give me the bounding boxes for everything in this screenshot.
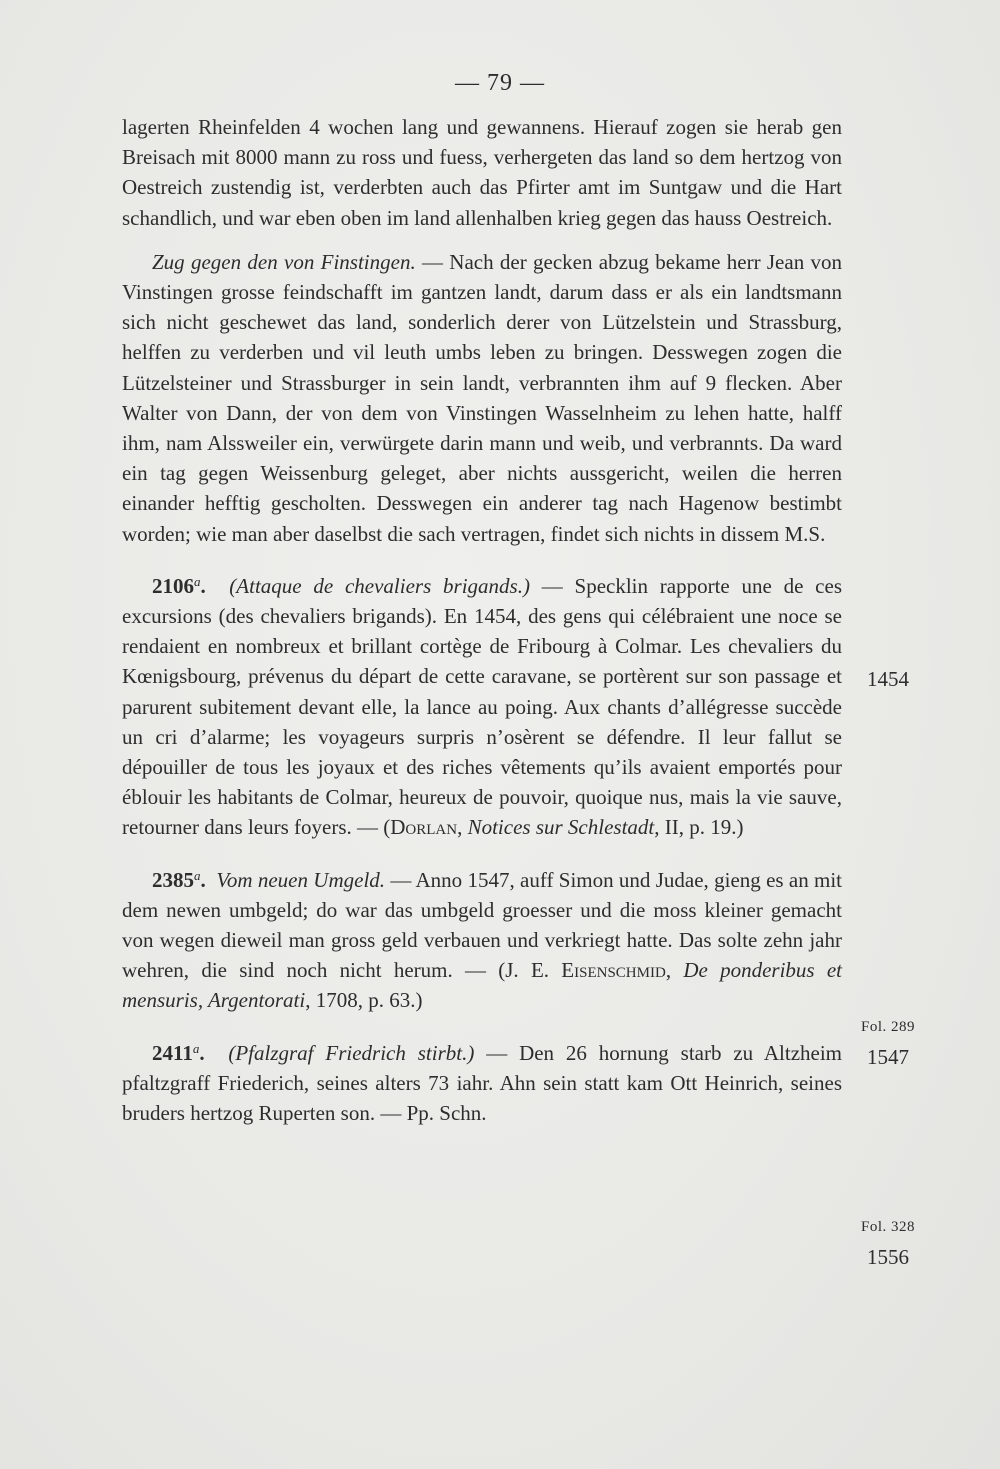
entry-2385-citation: , 1708, p. 63.) xyxy=(305,988,423,1013)
entry-2411-text: — Den 26 hornung starb zu Altzheim pfaltzgraff Friederich, seines alters 73 iahr. Ahn sein statt kam Ott Heinrich, seines bruders hertzog Ruperten son. — Pp. Schn. xyxy=(122,1040,843,1126)
page-number: — 79 — xyxy=(455,70,545,96)
entry-2385-title: Vom neuen Umgeld. xyxy=(216,867,386,892)
margin-note-1454 xyxy=(848,664,928,694)
entry-2106: 2106$^a$. (Attaque de chevaliers brigands.) — Specklin rapporte une de ces excursions (des chevaliers brigands). En 1454, des gens qui célébraient une noce se rendaient en nombreux et brillant cortège de Fribourg à Colmar. Les chevaliers du Kœnigsbourg, prévenus du départ de cette caravane, se portèrent sur son passage et parurent subitement devant elle, la lance au poing. Aux chants d’allégresse succède un cri d’alarme; les voyageurs surpris n’osèrent se défendre. Il leur fallut se dépouiller de tous les joyaux et des riches vêtements qu’ils avaient emportés pour éblouir les habitants de Colmar, heureux de pouvoir, quoique nus, mais la vie sauve, retourner dans leurs foyers. — (Dorlan, Notices sur Schlestadt, II, p. 19.) xyxy=(122,573,842,840)
entry-2411-title: (Pfalzgraf Friedrich stirbt.) xyxy=(228,1040,475,1065)
section-finstingen xyxy=(122,247,842,549)
entry-2411-number: 2411$^a$. xyxy=(152,1040,205,1065)
continuation-paragraph: lagerten Rheinfelden 4 wochen lang und gewannens. Hierauf zogen sie herab gen Breisach mit 8000 mann zu ross und fuess, verhergeten das land so dem hertzog von Oestreich zustendig ist, verderbten auch das Pfirter amt im Suntgaw und die Hart schandlich, und war eben oben im land allenhalben krieg gegen das hauss Oestreich. xyxy=(122,115,842,230)
section-finstingen-text: — Nach der gecken abzug bekame herr Jean von Vinstingen grosse feindschafft im gantzen landt, darum dass er als ein landtsmann sich nicht geschewet das land, sonderlich derer von Lützelstein und Strassburg, helffen zu verderben und vil leuth umbs leben zu bringen. Desswegen zogen die Lützelsteiner und Strassburger in sein landt, verbrannten ihm auf 9 flecken. Aber Walter von Dann, der von dem von Vinstingen Wasselnheim zu lehen hatte, halff ihm, nam Alssweiler ein, verwürgete darin mann und weib, und verbrannts. Da ward ein tag gegen Weissenburg geleget, aber nichts aussgericht, weilen die herren einander hefftig gescholten. Desswegen ein anderer tag nach Hagenow bestimbt worden; wie man aber daselbst die sach vertragen, findet sich nichts in dissem M.S. xyxy=(122,249,842,546)
entry-2411 xyxy=(122,1034,842,1129)
margin-note-1556 xyxy=(848,1212,928,1272)
margin-folio: Fol. 289 xyxy=(860,1019,915,1035)
entry-2385: 2385$^a$. Vom neuen Umgeld. — Anno 1547, auff Simon und Judae, gieng es an mit dem newen umbgeld; do war das umbgeld groesser und die moss kleiner gemacht von wegen dieweil man gross geld verbauen und verkriegt hatte. Das solte zehn jahr wehren, die sind noch nicht herum. — (J. E. Eisenschmid, De ponderibus et mensuris, Argentorati, 1708, p. 63.) xyxy=(122,867,843,1013)
margin-year: 1454 xyxy=(867,667,909,691)
entry-2385-author: Eisenschmid xyxy=(561,958,666,983)
text-column xyxy=(122,112,842,1128)
section-finstingen-title: Zug gegen den von Finstingen. xyxy=(152,249,416,274)
margin-year: 1556 xyxy=(867,1245,909,1269)
margin-folio: Fol. 328 xyxy=(860,1219,915,1235)
entry-2106-author: Dorlan xyxy=(390,815,458,840)
entry-2385-text: — Anno 1547, auff Simon und Judae, gieng es an mit dem newen umbgeld; do war das umbgeld groesser und die moss kleiner gemacht von wegen dieweil man gross geld verbauen und verkriegt hatte. Das solte zehn jahr wehren, die sind noch nicht herum. — (J. E. xyxy=(122,867,843,983)
margin-note-1547 xyxy=(848,1012,928,1072)
entry-2385-number: 2385$^a$. xyxy=(152,867,206,892)
entry-2106-citation: , II, p. 19.) xyxy=(654,815,744,840)
entry-2106-number: 2106$^a$. xyxy=(152,573,206,598)
entry-2411-suffix: a xyxy=(192,1040,200,1056)
entry-2385-work: De ponderibus et mensuris, Argentorati xyxy=(122,958,842,1013)
entry-2106-title: (Attaque de chevaliers brigands.) xyxy=(229,573,530,598)
entry-2106-work: Notices sur Schlestadt xyxy=(467,815,655,840)
entry-2106-text: — Specklin rapporte une de ces excursions (des chevaliers brigands). En 1454, des gens qui célébraient une noce se rendaient en nombreux et brillant cortège de Fribourg à Colmar. Les chevaliers du Kœnigsbourg, prévenus du départ de cette caravane, se portèrent sur son passage et parurent subitement devant elle, la lance au poing. Aux chants d’allégresse succède un cri d’alarme; les voyageurs surpris n’osèrent se défendre. Il leur fallut se dépouiller de tous les joyaux et des riches vêtements qu’ils avaient emportés pour éblouir les habitants de Colmar, heureux de pouvoir, quoique nus, mais la vie sauve, retourner dans leurs foyers. — ( xyxy=(122,573,842,840)
entry-2106-suffix: a xyxy=(194,573,201,589)
margin-year: 1547 xyxy=(867,1045,909,1069)
entry-2385-suffix: a xyxy=(194,867,201,883)
